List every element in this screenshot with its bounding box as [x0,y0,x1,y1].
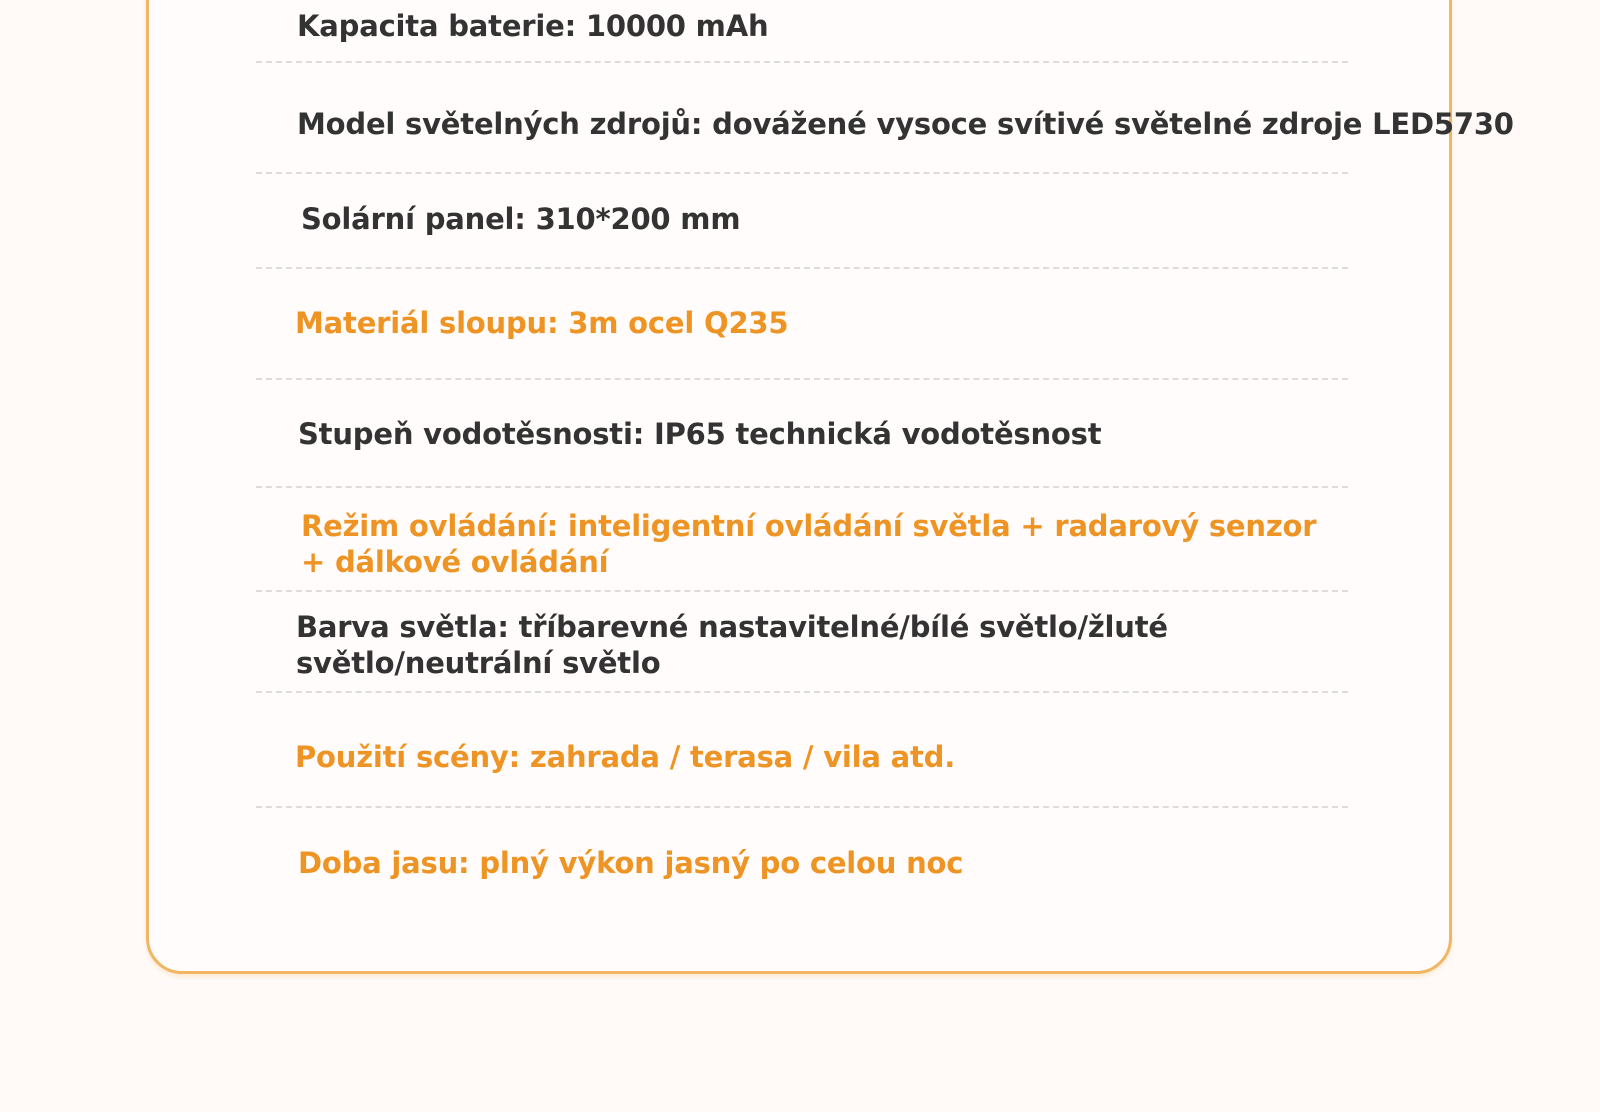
spec-divider [256,806,1348,808]
spec-use-scenes: Použití scény: zahrada / terasa / vila atd. [295,740,956,774]
spec-divider [256,691,1348,693]
spec-divider [256,172,1348,174]
spec-control-mode-line-1: Režim ovládání: inteligentní ovládání světla + radarový senzor [301,509,1317,543]
spec-divider [256,486,1348,488]
spec-light-color-line-2: světlo/neutrální světlo [296,646,661,680]
spec-control-mode [301,508,1316,580]
spec-divider [256,61,1348,63]
spec-light-color [296,609,1168,681]
spec-control-mode-line-2: + dálkové ovládání [301,545,609,579]
spec-divider [256,378,1348,380]
spec-light-source-model: Model světelných zdrojů: dovážené vysoce svítivé světelné zdroje LED5730 [297,107,1514,141]
spec-lighting-duration: Doba jasu: plný výkon jasný po celou noc [298,846,964,880]
spec-waterproof-rating: Stupeň vodotěsnosti: IP65 technická vodotěsnost [298,417,1102,451]
spec-pole-material: Materiál sloupu: 3m ocel Q235 [295,306,789,340]
spec-divider [256,267,1348,269]
spec-divider [256,590,1348,592]
spec-battery-capacity: Kapacita baterie: 10000 mAh [297,9,769,43]
spec-solar-panel: Solární panel: 310*200 mm [301,202,741,236]
spec-light-color-line-1: Barva světla: tříbarevné nastavitelné/bílé světlo/žluté [296,610,1168,644]
